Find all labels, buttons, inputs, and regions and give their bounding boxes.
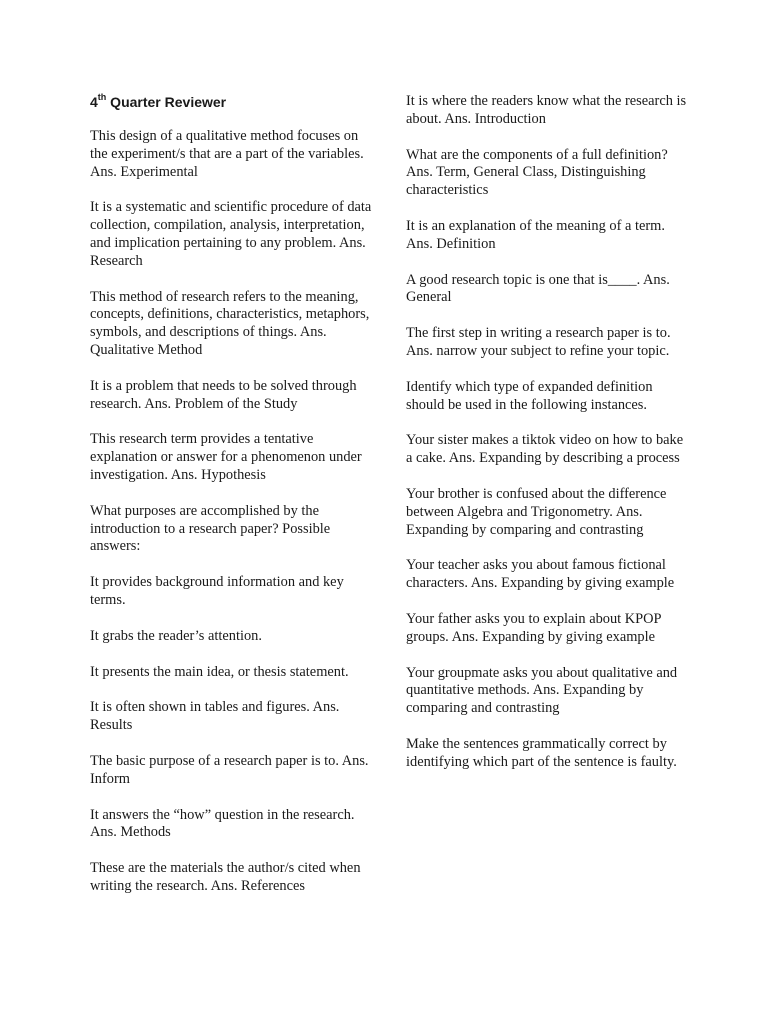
right-paragraph-1: It is where the readers know what the research is about. Ans. Introduction <box>406 93 687 127</box>
left-column <box>90 93 372 914</box>
right-paragraph-3: It is an explanation of the meaning of a term. Ans. Definition <box>406 217 665 252</box>
right-paragraph-9: Your teacher asks you about famous fictional characters. Ans. Expanding by giving example <box>406 557 675 592</box>
left-paragraph-7: It provides background information and key terms. <box>90 574 344 608</box>
left-paragraph-8: It grabs the reader’s attention. <box>90 627 262 644</box>
left-paragraph-11: The basic purpose of a research paper is to. Ans. Inform <box>90 752 369 787</box>
left-paragraph-3: This method of research refers to the meaning, concepts, definitions, characteristics, metaphors, symbols, and descriptions of things. Ans. Qualitative Method <box>90 288 370 358</box>
right-paragraph-4: A good research topic is one that is____. Ans. General <box>406 271 670 306</box>
left-paragraph-1: This design of a qualitative method focuses on the experiment/s that are a part of the variables. Ans. Experimental <box>90 128 364 180</box>
right-paragraph-10: Your father asks you to explain about KPOP groups. Ans. Expanding by giving example <box>406 610 662 645</box>
document-title <box>90 93 372 111</box>
right-column <box>406 93 690 790</box>
title-number: 4 <box>90 94 98 110</box>
left-paragraph-12: It answers the “how” question in the research. Ans. Methods <box>90 806 355 841</box>
left-paragraph-6: What purposes are accomplished by the introduction to a research paper? Possible answers: <box>90 502 331 555</box>
right-paragraph-6: Identify which type of expanded definition should be used in the following instances. <box>406 378 653 413</box>
right-paragraph-8: Your brother is confused about the difference between Algebra and Trigonometry. Ans. Expanding by comparing and contrasting <box>406 485 667 538</box>
right-paragraph-12: Make the sentences grammatically correct by identifying which part of the sentence is faulty. <box>406 735 677 770</box>
left-paragraph-10: It is often shown in tables and figures. Ans. Results <box>90 699 340 734</box>
left-paragraph-2: It is a systematic and scientific procedure of data collection, compilation, analysis, interpretation, and implication pertaining to any problem. Ans. Research <box>90 199 372 269</box>
title-superscript: th <box>97 92 107 103</box>
right-paragraph-11: Your groupmate asks you about qualitative and quantitative methods. Ans. Expanding by comparing and contrasting <box>406 664 678 717</box>
left-paragraph-13: These are the materials the author/s cited when writing the research. Ans. References <box>90 860 361 894</box>
right-paragraph-2: What are the components of a full definition? Ans. Term, General Class, Distinguishing characteristics <box>406 146 668 199</box>
left-paragraph-9: It presents the main idea, or thesis statement. <box>90 663 349 680</box>
title-text: Quarter Reviewer <box>106 94 227 110</box>
right-paragraph-7: Your sister makes a tiktok video on how to bake a cake. Ans. Expanding by describing a process <box>406 432 684 467</box>
left-paragraph-4: It is a problem that needs to be solved through research. Ans. Problem of the Study <box>90 377 357 412</box>
left-paragraph-5: This research term provides a tentative explanation or answer for a phenomenon under investigation. Ans. Hypothesis <box>90 431 362 483</box>
right-paragraph-5: The first step in writing a research paper is to. Ans. narrow your subject to refine your topic. <box>406 325 671 359</box>
